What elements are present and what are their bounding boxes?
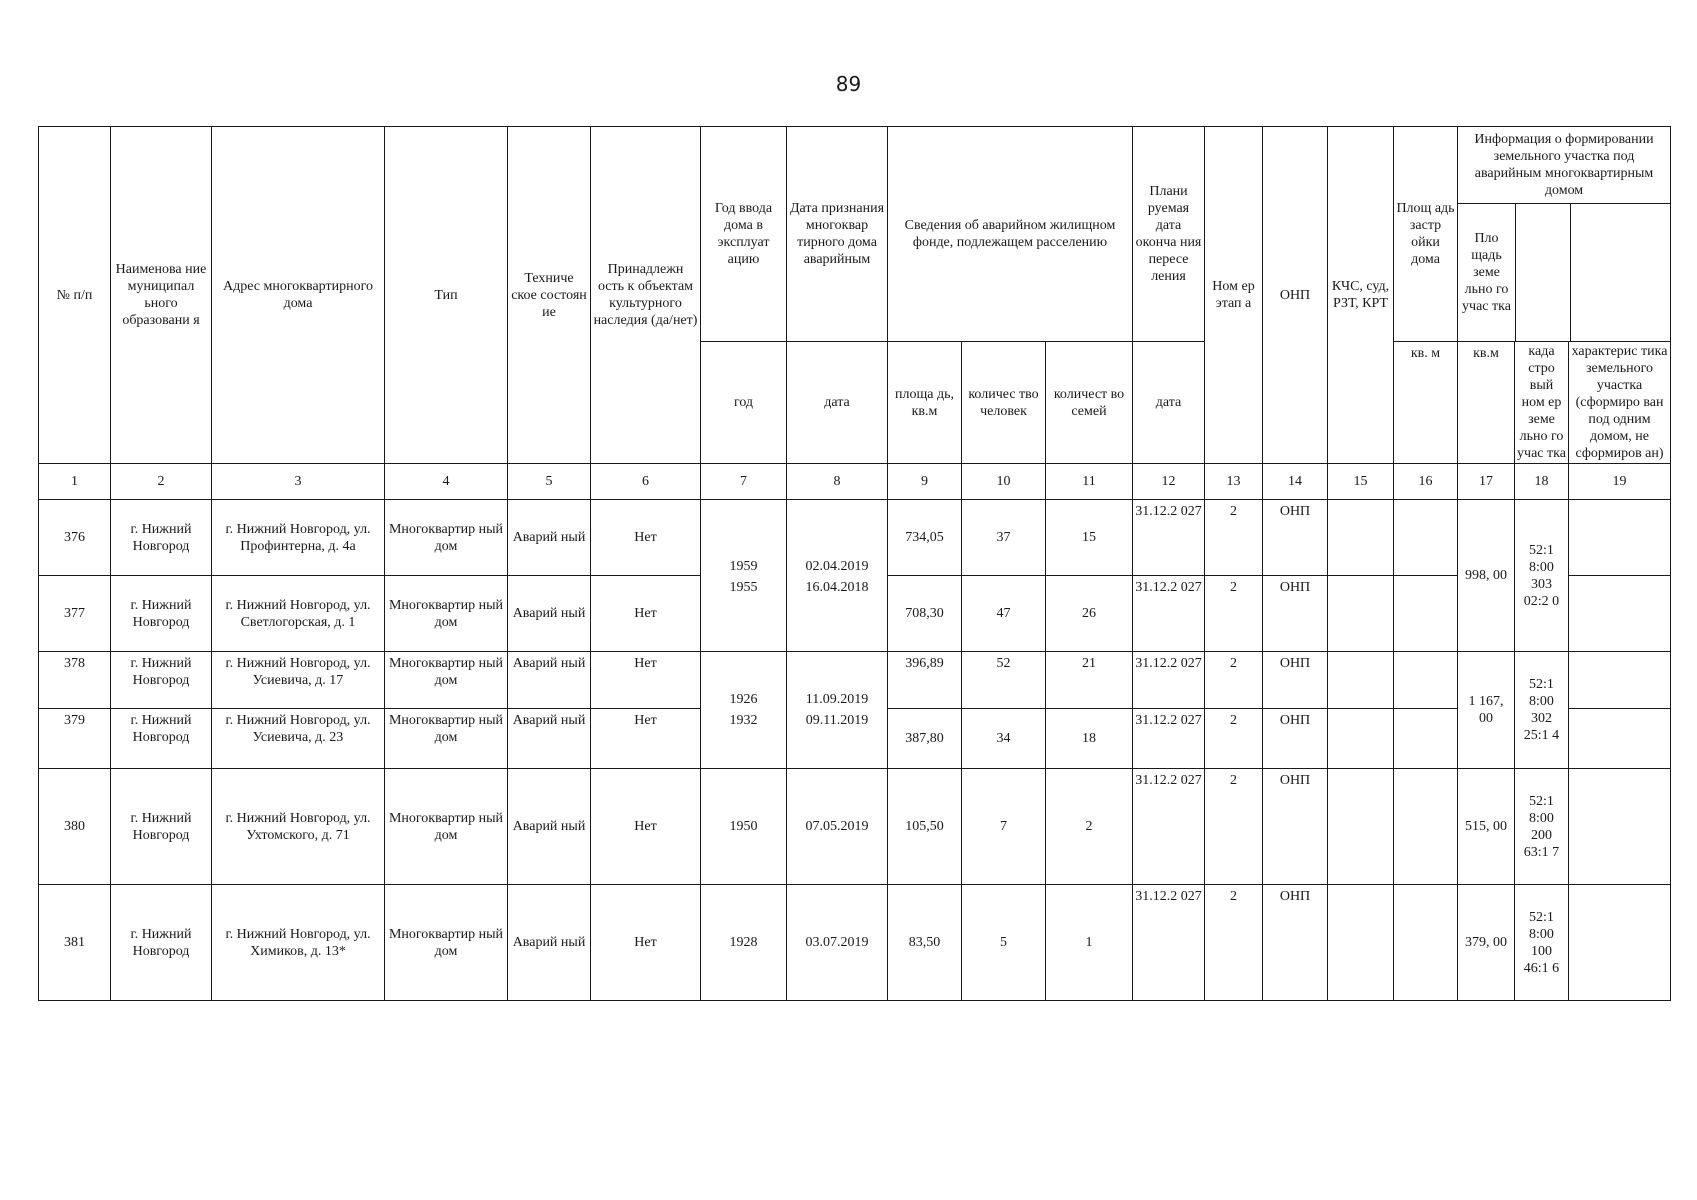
column-number: 1 (39, 464, 111, 500)
recognition-date: 11.09.2019 (787, 652, 888, 709)
table-row (39, 885, 1671, 1001)
building-type: Многоквартир ный дом (385, 576, 508, 652)
header-kchs: КЧС, суд, РЗТ, КРТ (1328, 127, 1394, 464)
header-sub-planned-date: дата (1133, 342, 1205, 464)
area: 708,30 (888, 576, 962, 652)
row-number: 376 (39, 500, 111, 576)
year: 1955 (701, 576, 787, 652)
header-land-info (1458, 127, 1671, 342)
header-sub-year: год (701, 342, 787, 464)
address: г. Нижний Новгород, ул. Химиков, д. 13* (212, 885, 385, 1001)
header-tech-state: Техниче ское состоян ие (508, 127, 591, 464)
land-characteristic (1569, 576, 1671, 652)
onp: ОНП (1263, 769, 1328, 885)
year: 1932 (701, 709, 787, 769)
header-heritage: Принадлежн ость к объектам культурного наследия (да/нет) (591, 127, 701, 464)
people: 5 (962, 885, 1046, 1001)
recognition-date: 02.04.2019 (787, 500, 888, 576)
column-number: 18 (1515, 464, 1569, 500)
header-building-area: Площ адь застр ойки дома (1394, 127, 1458, 342)
kchs (1328, 885, 1394, 1001)
heritage: Нет (591, 769, 701, 885)
stage: 2 (1205, 652, 1263, 709)
row-number: 377 (39, 576, 111, 652)
column-number: 9 (888, 464, 962, 500)
land-characteristic (1569, 885, 1671, 1001)
address: г. Нижний Новгород, ул. Усиевича, д. 23 (212, 709, 385, 769)
recognition-date: 03.07.2019 (787, 885, 888, 1001)
planned-date: 31.12.2 027 (1133, 709, 1205, 769)
onp: ОНП (1263, 652, 1328, 709)
header-land-info-title: Информация о формировании земельного участка под аварийным многоквартирным домом (1458, 127, 1670, 204)
tech-state: Аварий ный (508, 885, 591, 1001)
header-sub-land-area-unit: кв.м (1458, 342, 1515, 464)
header-cadastral-spacer (1516, 204, 1571, 341)
column-numbers-row (39, 464, 1671, 500)
land-area: 998, 00 (1458, 500, 1515, 652)
header-land-characteristic-spacer (1571, 204, 1670, 341)
municipality: г. Нижний Новгород (111, 652, 212, 709)
kchs (1328, 769, 1394, 885)
stage: 2 (1205, 576, 1263, 652)
land-area: 515, 00 (1458, 769, 1515, 885)
recognition-date: 07.05.2019 (787, 769, 888, 885)
families: 26 (1046, 576, 1133, 652)
stage: 2 (1205, 769, 1263, 885)
municipality: г. Нижний Новгород (111, 769, 212, 885)
address: г. Нижний Новгород, ул. Ухтомского, д. 71 (212, 769, 385, 885)
building-area (1394, 576, 1458, 652)
area: 734,05 (888, 500, 962, 576)
column-number: 17 (1458, 464, 1515, 500)
cadastral-number: 52:1 8:00 303 02:2 0 (1515, 500, 1569, 652)
people: 7 (962, 769, 1046, 885)
header-land-area: Пло щадь земе льно го учас тка (1458, 204, 1516, 341)
building-type: Многоквартир ный дом (385, 652, 508, 709)
year: 1928 (701, 885, 787, 1001)
heritage: Нет (591, 652, 701, 709)
tech-state: Аварий ный (508, 709, 591, 769)
header-sub-families: количест во семей (1046, 342, 1133, 464)
row-number: 378 (39, 652, 111, 709)
municipality: г. Нижний Новгород (111, 885, 212, 1001)
header-num: № п/п (39, 127, 111, 464)
header-emergency-fund: Сведения об аварийном жилищном фонде, подлежащем расселению (888, 127, 1133, 342)
land-area: 379, 00 (1458, 885, 1515, 1001)
building-type: Многоквартир ный дом (385, 769, 508, 885)
address: г. Нижний Новгород, ул. Светлогорская, д. 1 (212, 576, 385, 652)
table-row (39, 576, 1671, 652)
onp: ОНП (1263, 885, 1328, 1001)
land-area: 1 167, 00 (1458, 652, 1515, 769)
tech-state: Аварий ный (508, 769, 591, 885)
recognition-date: 09.11.2019 (787, 709, 888, 769)
header-cadastral: када стро вый ном ер земе льно го учас тка (1515, 342, 1569, 464)
header-land-characteristic: характерис тика земельного участка (сформиро ван под одним домом, не сформиров ан) (1569, 342, 1671, 464)
families: 18 (1046, 709, 1133, 769)
header-sub-building-area-unit: кв. м (1394, 342, 1458, 464)
header-year: Год ввода дома в эксплуат ацию (701, 127, 787, 342)
kchs (1328, 709, 1394, 769)
cadastral-number: 52:1 8:00 100 46:1 6 (1515, 885, 1569, 1001)
building-type: Многоквартир ный дом (385, 709, 508, 769)
cadastral-number: 52:1 8:00 302 25:1 4 (1515, 652, 1569, 769)
cadastral-number: 52:1 8:00 200 63:1 7 (1515, 769, 1569, 885)
header-type: Тип (385, 127, 508, 464)
column-number: 7 (701, 464, 787, 500)
column-number: 16 (1394, 464, 1458, 500)
stage: 2 (1205, 500, 1263, 576)
planned-date: 31.12.2 027 (1133, 769, 1205, 885)
row-number: 380 (39, 769, 111, 885)
onp: ОНП (1263, 576, 1328, 652)
building-type: Многоквартир ный дом (385, 885, 508, 1001)
kchs (1328, 500, 1394, 576)
header-sub-area: площа дь, кв.м (888, 342, 962, 464)
stage: 2 (1205, 709, 1263, 769)
heritage: Нет (591, 709, 701, 769)
people: 37 (962, 500, 1046, 576)
emergency-housing-table (38, 126, 1671, 1001)
tech-state: Аварий ный (508, 576, 591, 652)
heritage: Нет (591, 576, 701, 652)
building-area (1394, 769, 1458, 885)
header-stage: Ном ер этап а (1205, 127, 1263, 464)
table-row (39, 709, 1671, 769)
families: 2 (1046, 769, 1133, 885)
column-number: 13 (1205, 464, 1263, 500)
municipality: г. Нижний Новгород (111, 500, 212, 576)
table-row (39, 652, 1671, 709)
row-number: 381 (39, 885, 111, 1001)
column-number: 11 (1046, 464, 1133, 500)
families: 15 (1046, 500, 1133, 576)
column-number: 14 (1263, 464, 1328, 500)
land-characteristic (1569, 500, 1671, 576)
area: 105,50 (888, 769, 962, 885)
header-planned-date: Плани руемая дата оконча ния пересе ления (1133, 127, 1205, 342)
header-sub-date: дата (787, 342, 888, 464)
column-number: 6 (591, 464, 701, 500)
planned-date: 31.12.2 027 (1133, 576, 1205, 652)
tech-state: Аварий ный (508, 500, 591, 576)
heritage: Нет (591, 500, 701, 576)
column-number: 12 (1133, 464, 1205, 500)
onp: ОНП (1263, 500, 1328, 576)
people: 52 (962, 652, 1046, 709)
column-number: 19 (1569, 464, 1671, 500)
onp: ОНП (1263, 709, 1328, 769)
planned-date: 31.12.2 027 (1133, 500, 1205, 576)
row-number: 379 (39, 709, 111, 769)
heritage: Нет (591, 885, 701, 1001)
column-number: 2 (111, 464, 212, 500)
land-characteristic (1569, 652, 1671, 709)
building-area (1394, 652, 1458, 709)
header-address: Адрес многоквартирного дома (212, 127, 385, 464)
header-recognition-date: Дата признания многоквар тирного дома аварийным (787, 127, 888, 342)
kchs (1328, 576, 1394, 652)
municipality: г. Нижний Новгород (111, 709, 212, 769)
table-row (39, 500, 1671, 576)
column-number: 4 (385, 464, 508, 500)
page-number: 89 (835, 72, 862, 96)
column-number: 5 (508, 464, 591, 500)
land-characteristic (1569, 769, 1671, 885)
land-characteristic (1569, 709, 1671, 769)
column-number: 10 (962, 464, 1046, 500)
year: 1959 (701, 500, 787, 576)
header-sub-people: количес тво человек (962, 342, 1046, 464)
header-municipality: Наименова ние муниципал ьного образовани я (111, 127, 212, 464)
people: 47 (962, 576, 1046, 652)
building-type: Многоквартир ный дом (385, 500, 508, 576)
area: 396,89 (888, 652, 962, 709)
year: 1950 (701, 769, 787, 885)
people: 34 (962, 709, 1046, 769)
year: 1926 (701, 652, 787, 709)
area: 83,50 (888, 885, 962, 1001)
building-area (1394, 885, 1458, 1001)
tech-state: Аварий ный (508, 652, 591, 709)
recognition-date: 16.04.2018 (787, 576, 888, 652)
column-number: 8 (787, 464, 888, 500)
header-onp: ОНП (1263, 127, 1328, 464)
table-row (39, 769, 1671, 885)
municipality: г. Нижний Новгород (111, 576, 212, 652)
planned-date: 31.12.2 027 (1133, 885, 1205, 1001)
families: 21 (1046, 652, 1133, 709)
building-area (1394, 709, 1458, 769)
column-number: 15 (1328, 464, 1394, 500)
families: 1 (1046, 885, 1133, 1001)
kchs (1328, 652, 1394, 709)
planned-date: 31.12.2 027 (1133, 652, 1205, 709)
address: г. Нижний Новгород, ул. Профинтерна, д. 4а (212, 500, 385, 576)
area: 387,80 (888, 709, 962, 769)
building-area (1394, 500, 1458, 576)
address: г. Нижний Новгород, ул. Усиевича, д. 17 (212, 652, 385, 709)
column-number: 3 (212, 464, 385, 500)
stage: 2 (1205, 885, 1263, 1001)
